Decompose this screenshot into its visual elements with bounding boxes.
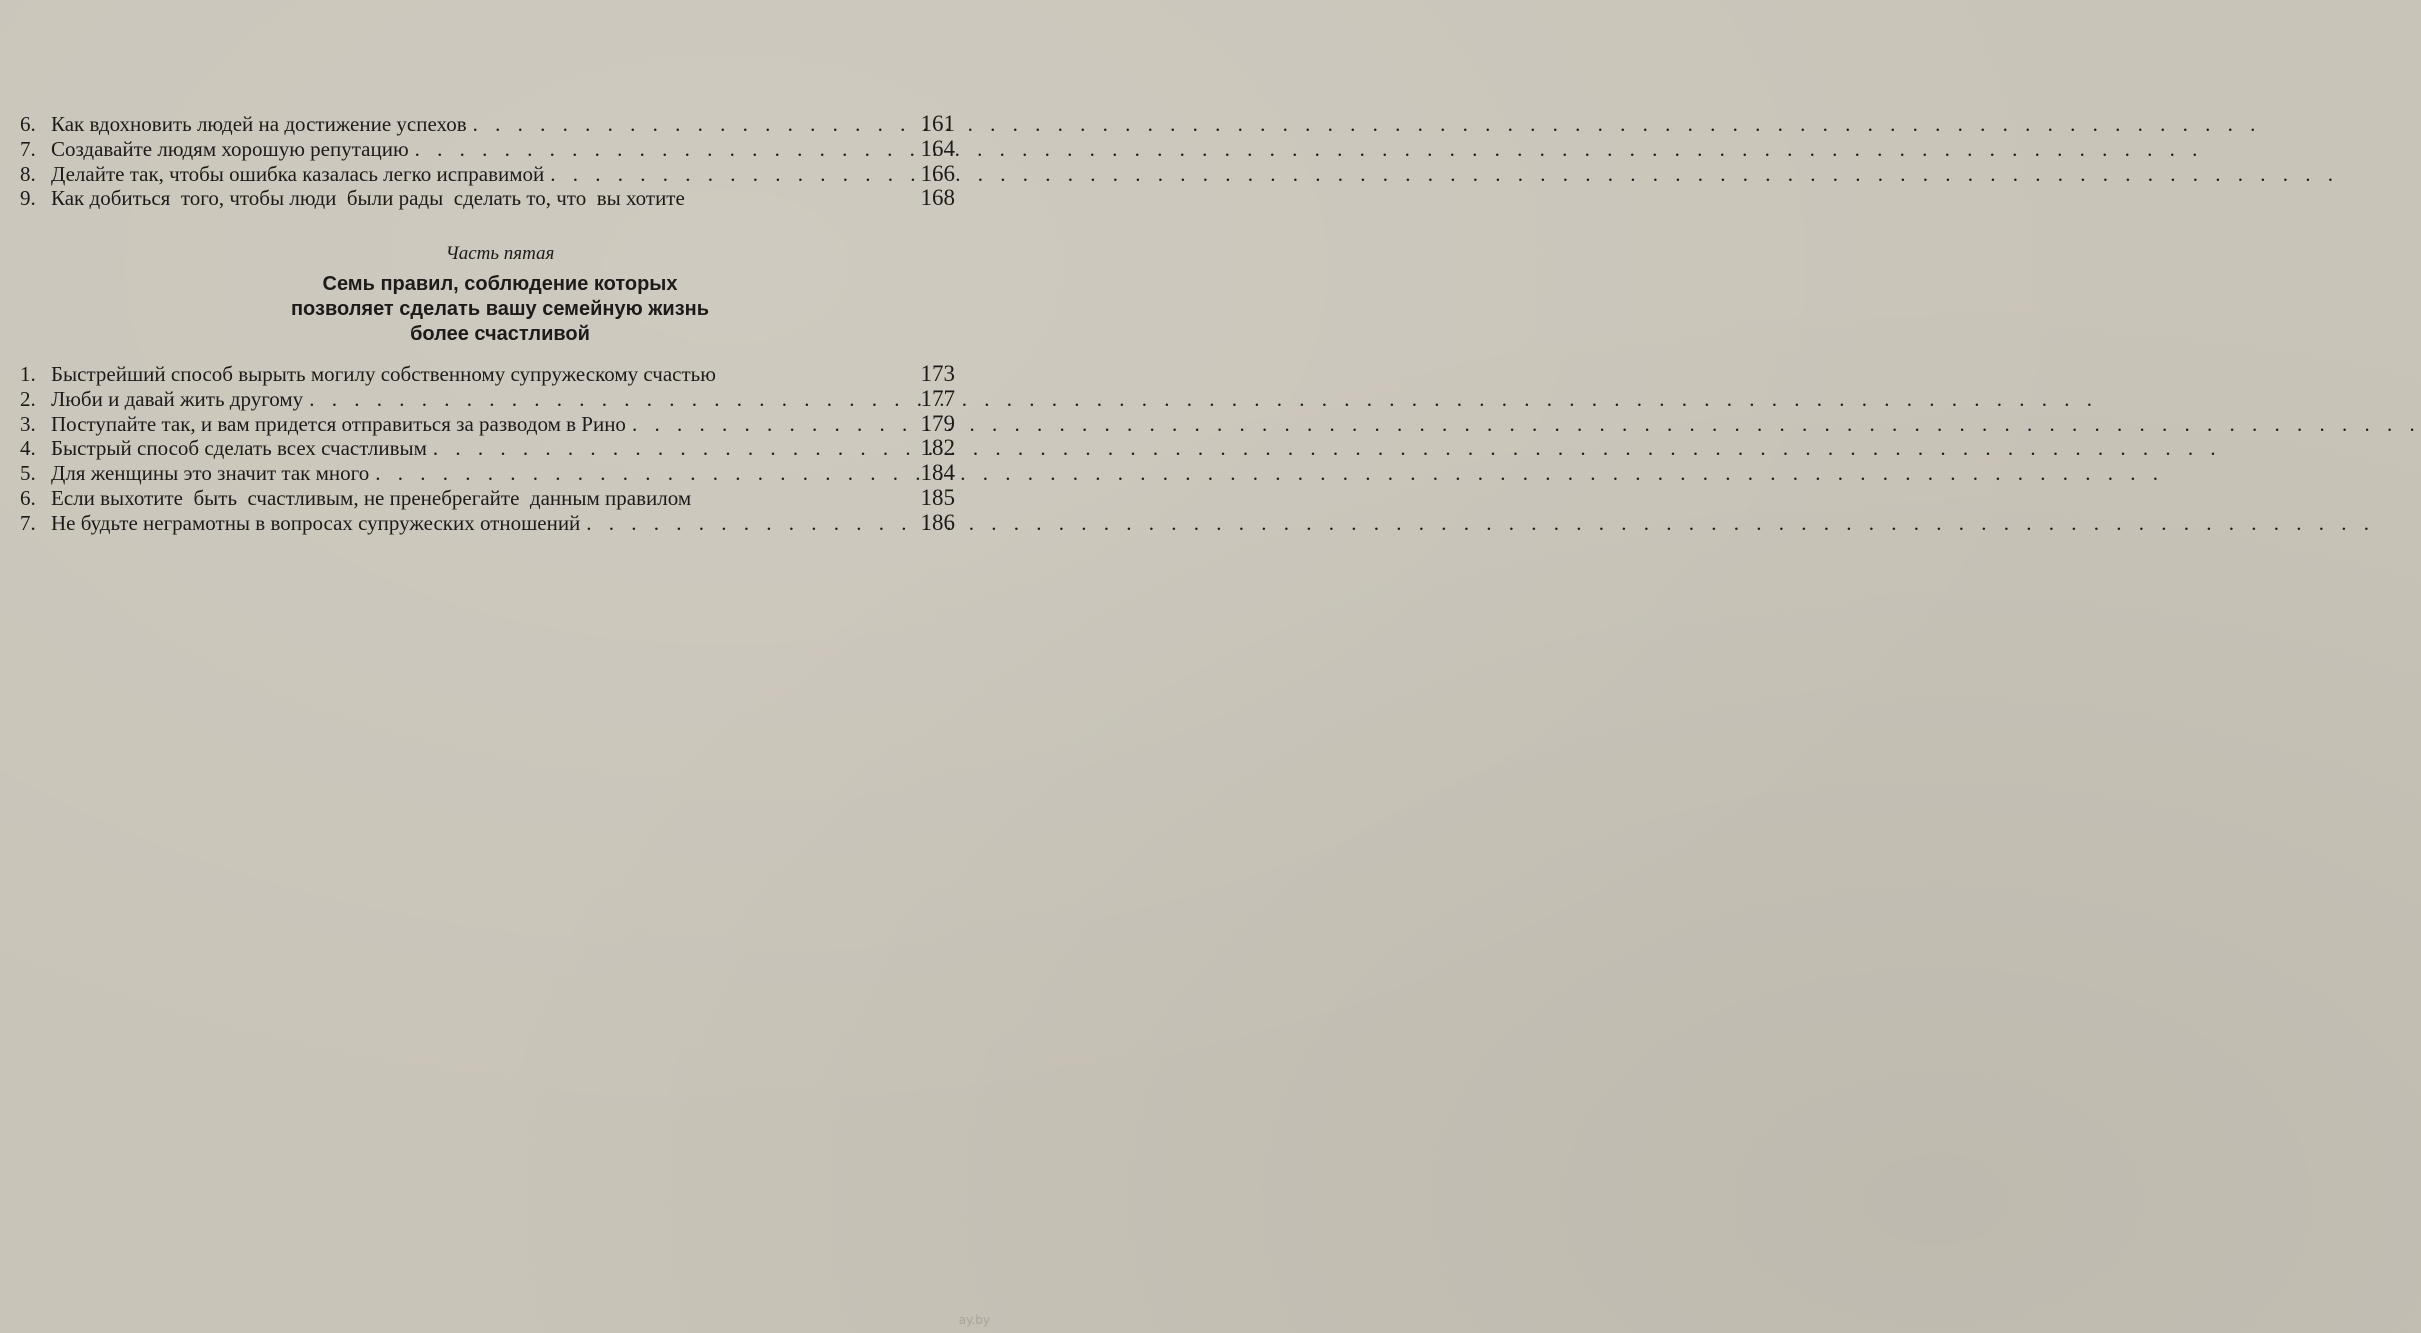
toc-entry-title: Быстрейший способ вырыть могилу собственному супружескому счастью [51,362,716,386]
toc-entry [20,461,955,486]
toc-entry-number: 8. [20,161,36,186]
toc-entry-page: 177 [920,385,955,411]
toc-entry-title: Люби и давай жить другому [51,386,304,411]
dot-leader [626,412,917,437]
toc-entry [20,186,955,211]
toc-entry-title: Не будьте неграмотны в вопросах супружеских отношений [51,510,581,535]
dot-leader [580,511,916,536]
toc-entry-page: 164 [920,135,955,161]
toc-entry-page: 182 [920,435,955,461]
toc-entry-number: 5. [20,461,36,486]
toc-part-four-list [20,112,955,211]
dot-leader [409,137,917,162]
toc-entry-title: Для женщины это значит так много [51,461,370,486]
toc-entry-title: Как добиться того, чтобы люди были рады сделать то, что вы хотите [51,186,685,211]
toc-entry-title: Поступайте так, и вам придется отправиться за разводом в Рино [51,411,626,436]
dot-leader [467,112,917,137]
toc-entry [20,112,955,137]
dot-leader [427,436,917,461]
dot-leader [303,387,916,412]
toc-entry-page: 184 [920,460,955,486]
toc-entry-number: 7. [20,136,36,161]
toc-entry-number: 7. [20,510,36,535]
toc-entry-title: Быстрый способ сделать всех счастливым [51,436,427,461]
toc-entry [20,436,955,461]
toc-entry-number: 1. [20,362,36,386]
toc-entry-page: 161 [920,111,955,136]
toc-entry [20,511,955,536]
toc-entry-number: 2. [20,386,36,411]
toc-entry-title: Как вдохновить людей на достижение успехов [51,112,467,136]
dot-leader [369,461,916,486]
toc-entry-title: Создавайте людям хорошую репутацию [51,136,409,161]
toc-entry-page: 173 [920,361,955,386]
site-watermark: ay.by [958,1313,990,1327]
toc-entry [20,362,955,387]
toc-entry [20,486,955,511]
part-label: Часть пятая [445,243,555,264]
toc-entry-number: 6. [20,112,36,136]
dot-leader [544,162,916,187]
toc-entry-page: 168 [920,185,955,211]
toc-entry [20,387,955,412]
toc-entry-number: 9. [20,186,36,211]
toc-entry-page: 185 [920,484,955,510]
book-page [0,0,1000,1333]
toc-entry-number: 4. [20,436,36,461]
toc-entry [20,412,955,437]
toc-entry [20,137,955,162]
part-five-heading [0,240,1000,347]
toc-entry [20,162,955,187]
part-title: Семь правил, соблюдение которых позволяет сделать вашу семейную жизнь более счастливой [290,273,710,345]
toc-entry-page: 166 [920,160,955,186]
toc-entry-title: Делайте так, чтобы ошибка казалась легко исправимой [51,161,545,186]
toc-entry-page: 186 [920,509,955,535]
toc-entry-page: 179 [920,410,955,436]
toc-part-five-list [20,362,955,536]
toc-entry-number: 3. [20,411,36,436]
toc-entry-title: Если выхотите быть счастливым, не пренебрегайте данным правилом [51,485,692,510]
toc-entry-number: 6. [20,485,36,510]
